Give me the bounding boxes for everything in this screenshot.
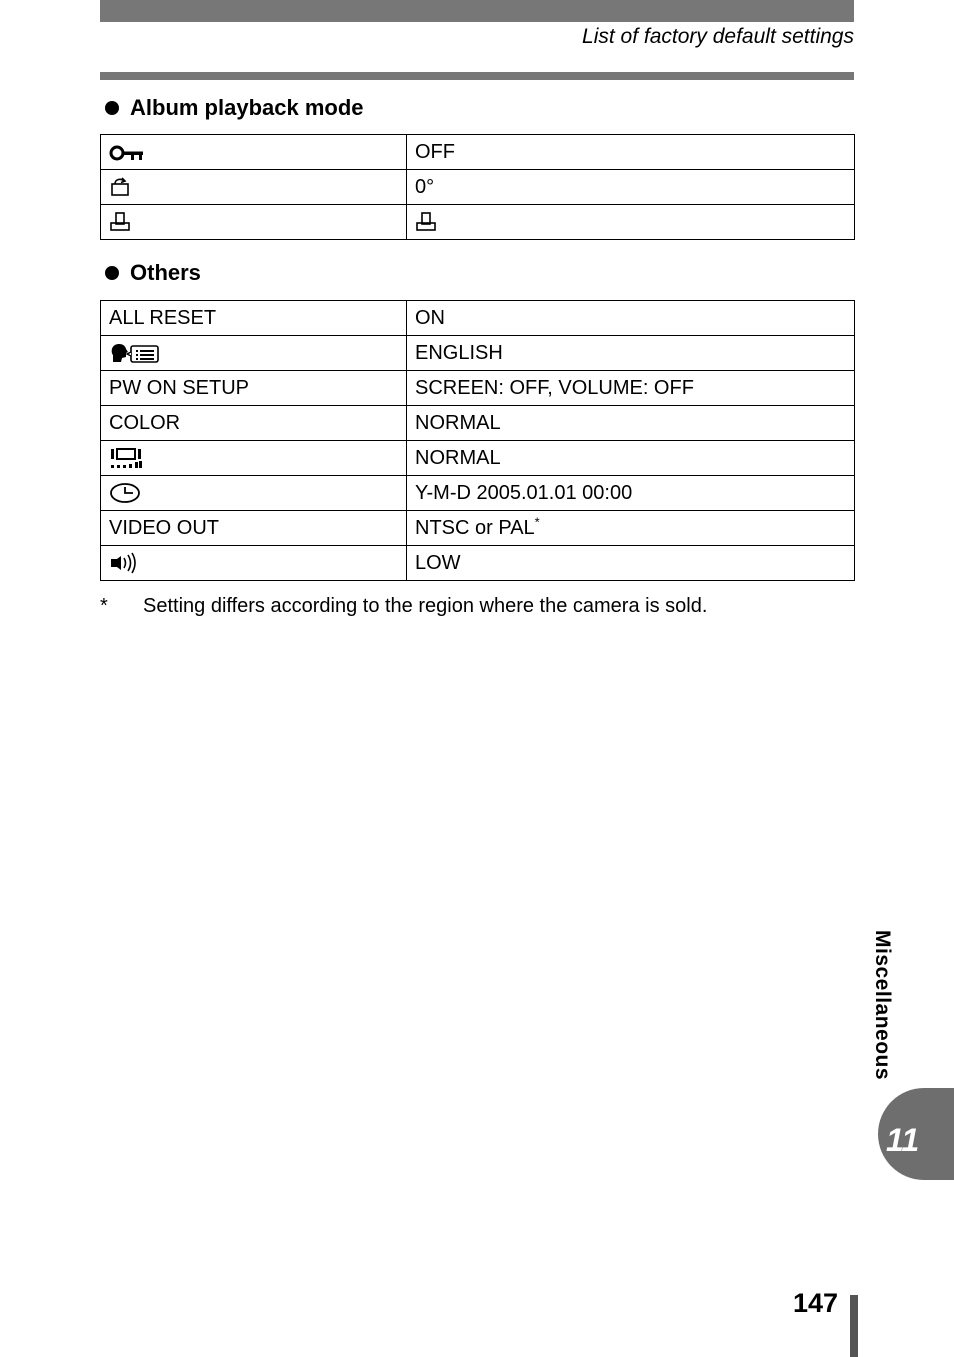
print-order-icon bbox=[109, 211, 131, 233]
table-row bbox=[101, 406, 855, 441]
page-header-title: List of factory default settings bbox=[582, 25, 854, 48]
setting-cell bbox=[101, 135, 407, 170]
value-cell: NORMAL bbox=[407, 441, 855, 476]
setting-cell bbox=[101, 476, 407, 511]
album-settings-table bbox=[100, 134, 855, 240]
value-cell: ON bbox=[407, 301, 855, 336]
header-bar bbox=[100, 0, 854, 22]
album-section-title: Album playback mode bbox=[130, 95, 364, 120]
print-order-icon bbox=[415, 211, 437, 233]
table-row bbox=[101, 441, 855, 476]
protect-key-icon bbox=[109, 144, 145, 162]
footnote-text: Setting differs according to the region where the camera is sold. bbox=[143, 595, 708, 617]
setting-cell bbox=[101, 546, 407, 581]
table-row bbox=[101, 301, 855, 336]
setting-cell bbox=[101, 170, 407, 205]
page-number: 147 bbox=[793, 1288, 839, 1318]
value-cell: NORMAL bbox=[407, 406, 855, 441]
chapter-number: 11 bbox=[886, 1122, 920, 1158]
others-section-title: Others bbox=[130, 260, 201, 285]
table-row bbox=[101, 511, 855, 546]
footnote-marker: * bbox=[534, 514, 540, 530]
bullet-icon bbox=[105, 101, 119, 115]
value-cell: OFF bbox=[407, 135, 855, 170]
table-row bbox=[101, 476, 855, 511]
value-cell: SCREEN: OFF, VOLUME: OFF bbox=[407, 371, 855, 406]
value-cell bbox=[407, 511, 855, 546]
rotate-icon bbox=[109, 176, 131, 198]
setting-cell: ALL RESET bbox=[101, 301, 407, 336]
value-cell: ENGLISH bbox=[407, 336, 855, 371]
value-cell bbox=[407, 205, 855, 240]
language-icon bbox=[109, 342, 161, 364]
table-row bbox=[101, 135, 855, 170]
clock-icon bbox=[109, 482, 143, 504]
bullet-icon bbox=[105, 266, 119, 280]
header-rule bbox=[100, 72, 854, 80]
value-text: NTSC or PAL bbox=[415, 517, 535, 539]
footnote bbox=[100, 595, 707, 618]
beep-volume-icon bbox=[109, 552, 139, 574]
setting-cell: PW ON SETUP bbox=[101, 371, 407, 406]
table-row bbox=[101, 170, 855, 205]
setting-cell bbox=[101, 205, 407, 240]
others-settings-table bbox=[100, 300, 855, 581]
value-cell: Y-M-D 2005.01.01 00:00 bbox=[407, 476, 855, 511]
chapter-side-label: Miscellaneous bbox=[871, 930, 894, 1081]
table-row bbox=[101, 205, 855, 240]
page-number-bar bbox=[850, 1295, 858, 1357]
table-row bbox=[101, 371, 855, 406]
monitor-brightness-icon bbox=[109, 447, 143, 469]
others-section-heading bbox=[105, 260, 201, 286]
table-row bbox=[101, 336, 855, 371]
footnote-mark: * bbox=[100, 595, 108, 617]
setting-cell: COLOR bbox=[101, 406, 407, 441]
setting-cell bbox=[101, 336, 407, 371]
table-row bbox=[101, 546, 855, 581]
setting-cell bbox=[101, 441, 407, 476]
value-cell: 0° bbox=[407, 170, 855, 205]
album-section-heading bbox=[105, 95, 364, 121]
setting-cell: VIDEO OUT bbox=[101, 511, 407, 546]
value-cell: LOW bbox=[407, 546, 855, 581]
